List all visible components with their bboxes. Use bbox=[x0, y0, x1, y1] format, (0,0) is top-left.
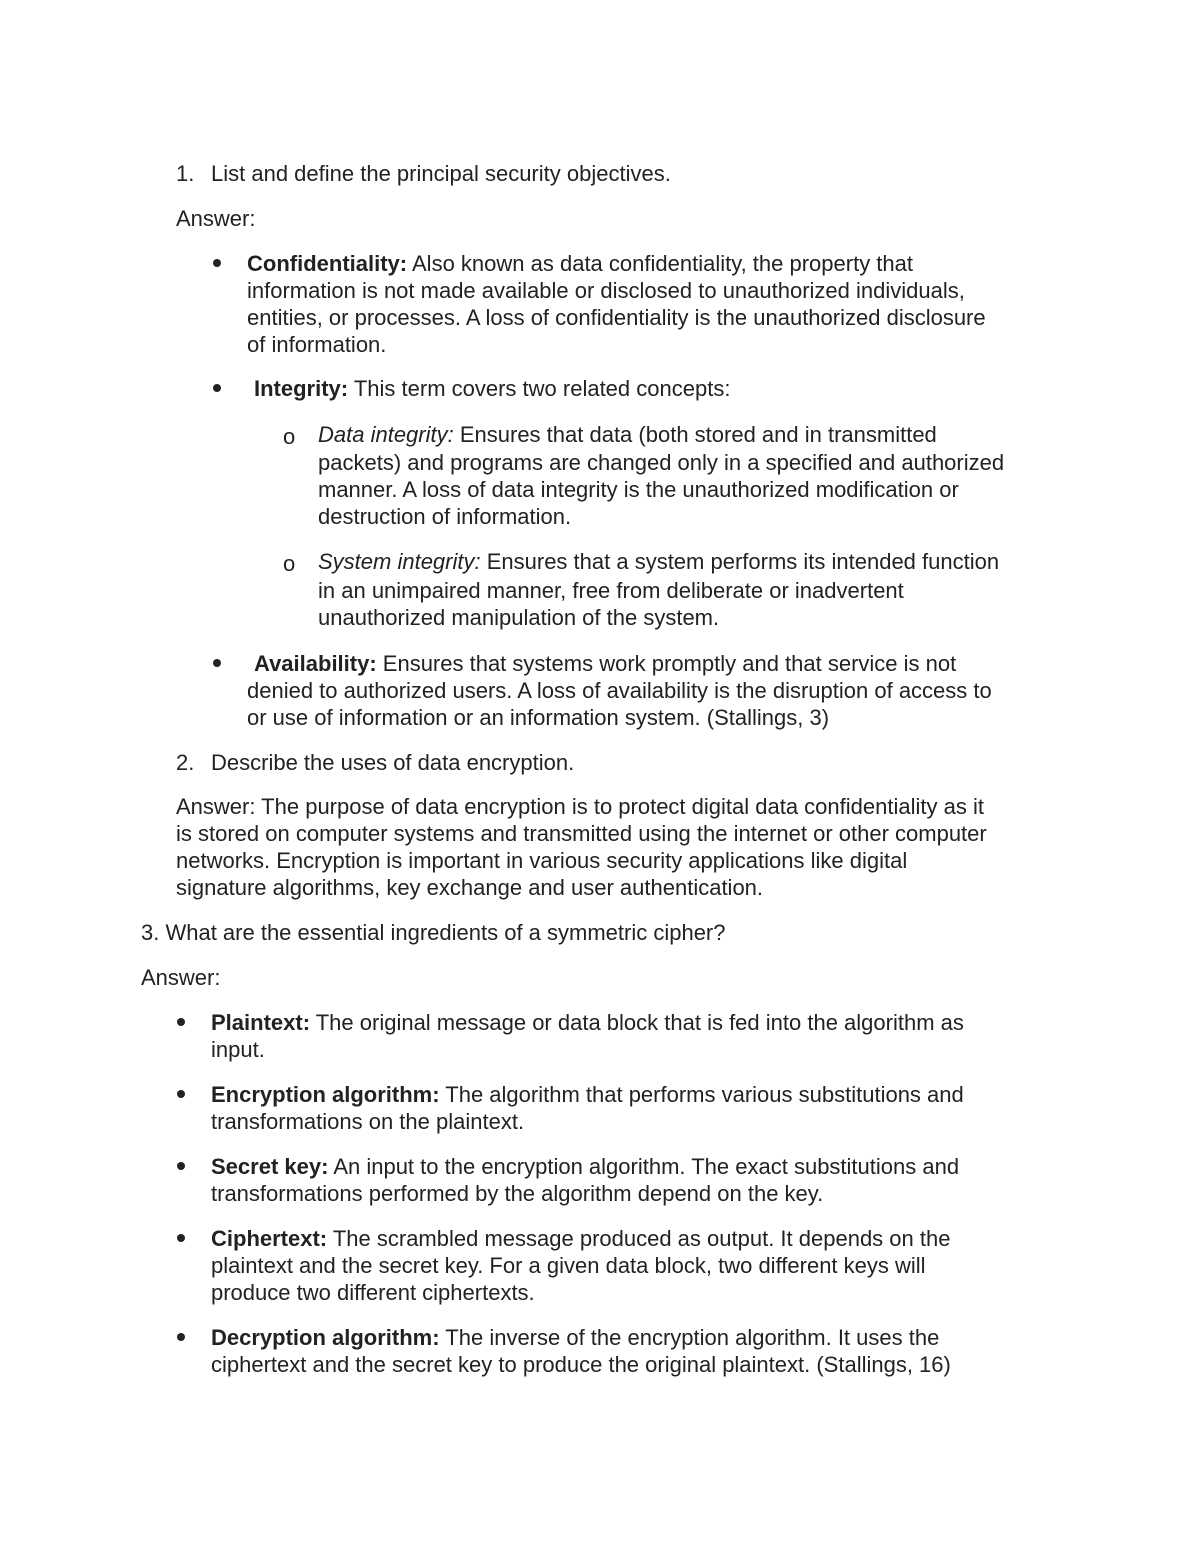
bullet-icon bbox=[213, 384, 221, 392]
bullet-icon bbox=[213, 659, 221, 667]
ciphertext-line-1 bbox=[211, 1225, 950, 1252]
secret-key-line-1 bbox=[211, 1153, 959, 1180]
bullet-icon bbox=[177, 1333, 185, 1341]
bullet-icon bbox=[213, 259, 221, 267]
question-2-answer-line-3: networks. Encryption is important in various security applications like digital bbox=[176, 848, 908, 873]
encryption-algorithm-line-1 bbox=[211, 1081, 964, 1108]
bullet-icon bbox=[177, 1018, 185, 1026]
integrity-term: Integrity: bbox=[254, 376, 349, 401]
decryption-algorithm-text-1: The inverse of the encryption algorithm. It uses the bbox=[439, 1325, 940, 1350]
availability-text-1: Ensures that systems work promptly and that service is not bbox=[376, 651, 957, 676]
system-integrity-line-3: unauthorized manipulation of the system. bbox=[318, 605, 720, 630]
secret-key-term: Secret key: bbox=[211, 1154, 329, 1179]
ciphertext-text-1: The scrambled message produced as output. It depends on the bbox=[327, 1226, 951, 1251]
ciphertext-line-3: produce two different ciphertexts. bbox=[211, 1280, 535, 1305]
question-3-answer-label: Answer: bbox=[141, 965, 221, 990]
question-2-text: Describe the uses of data encryption. bbox=[211, 750, 575, 775]
integrity-line-1 bbox=[254, 375, 730, 402]
confidentiality-line-2: information is not made available or disclosed to unauthorized individuals, bbox=[247, 278, 965, 303]
system-integrity-term: System integrity: bbox=[318, 549, 481, 574]
confidentiality-line-3: entities, or processes. A loss of confidentiality is the unauthorized disclosure bbox=[247, 305, 986, 330]
question-3-text: 3. What are the essential ingredients of a symmetric cipher? bbox=[141, 920, 726, 945]
question-2-number: 2. bbox=[176, 750, 195, 775]
question-1-text: List and define the principal security objectives. bbox=[211, 161, 671, 186]
availability-line-1 bbox=[254, 650, 956, 677]
ciphertext-line-2: plaintext and the secret key. For a given data block, two different keys will bbox=[211, 1253, 926, 1278]
sub-bullet-icon: o bbox=[283, 551, 296, 576]
question-2-answer-line-1: Answer: The purpose of data encryption is to protect digital data confidentiality as it bbox=[176, 794, 984, 819]
data-integrity-line-2: packets) and programs are changed only in a specified and authorized bbox=[318, 450, 1005, 475]
data-integrity-line-3: manner. A loss of data integrity is the unauthorized modification or bbox=[318, 477, 959, 502]
plaintext-line-2: input. bbox=[211, 1037, 265, 1062]
question-2-answer-line-2: is stored on computer systems and transmitted using the internet or other computer bbox=[176, 821, 987, 846]
question-1-answer-label: Answer: bbox=[176, 206, 256, 231]
data-integrity-term: Data integrity: bbox=[318, 422, 454, 447]
system-integrity-line-2: in an unimpaired manner, free from deliberate or inadvertent bbox=[318, 578, 904, 603]
secret-key-line-2: transformations performed by the algorithm depend on the key. bbox=[211, 1181, 824, 1206]
integrity-text-1: This term covers two related concepts: bbox=[348, 376, 731, 401]
availability-line-2: denied to authorized users. A loss of availability is the disruption of access to bbox=[247, 678, 992, 703]
plaintext-line-1 bbox=[211, 1009, 964, 1036]
availability-line-3: or use of information or an information system. (Stallings, 3) bbox=[247, 705, 830, 730]
sub-bullet-icon: o bbox=[283, 424, 296, 449]
bullet-icon bbox=[177, 1162, 185, 1170]
data-integrity-line-4: destruction of information. bbox=[318, 504, 572, 529]
decryption-algorithm-line-2: ciphertext and the secret key to produce the original plaintext. (Stallings, 16) bbox=[211, 1352, 951, 1377]
confidentiality-line-1 bbox=[247, 250, 913, 277]
plaintext-text-1: The original message or data block that is fed into the algorithm as bbox=[310, 1010, 964, 1035]
data-integrity-text-1: Ensures that data (both stored and in transmitted bbox=[453, 422, 937, 447]
decryption-algorithm-term: Decryption algorithm: bbox=[211, 1325, 440, 1350]
plaintext-term: Plaintext: bbox=[211, 1010, 311, 1035]
system-integrity-text-1: Ensures that a system performs its intended function bbox=[480, 549, 1000, 574]
system-integrity-line-1 bbox=[318, 548, 999, 575]
data-integrity-line-1 bbox=[318, 421, 937, 448]
bullet-icon bbox=[177, 1234, 185, 1242]
encryption-algorithm-line-2: transformations on the plaintext. bbox=[211, 1109, 525, 1134]
confidentiality-term: Confidentiality: bbox=[247, 251, 408, 276]
secret-key-text-1: An input to the encryption algorithm. The exact substitutions and bbox=[328, 1154, 960, 1179]
encryption-algorithm-term: Encryption algorithm: bbox=[211, 1082, 440, 1107]
decryption-algorithm-line-1 bbox=[211, 1324, 939, 1351]
bullet-icon bbox=[177, 1090, 185, 1098]
question-1-number: 1. bbox=[176, 161, 195, 186]
question-2-answer-line-4: signature algorithms, key exchange and user authentication. bbox=[176, 875, 764, 900]
encryption-algorithm-text-1: The algorithm that performs various substitutions and bbox=[439, 1082, 964, 1107]
ciphertext-term: Ciphertext: bbox=[211, 1226, 328, 1251]
availability-term: Availability: bbox=[254, 651, 377, 676]
confidentiality-text-1: Also known as data confidentiality, the property that bbox=[407, 251, 914, 276]
confidentiality-line-4: of information. bbox=[247, 332, 387, 357]
